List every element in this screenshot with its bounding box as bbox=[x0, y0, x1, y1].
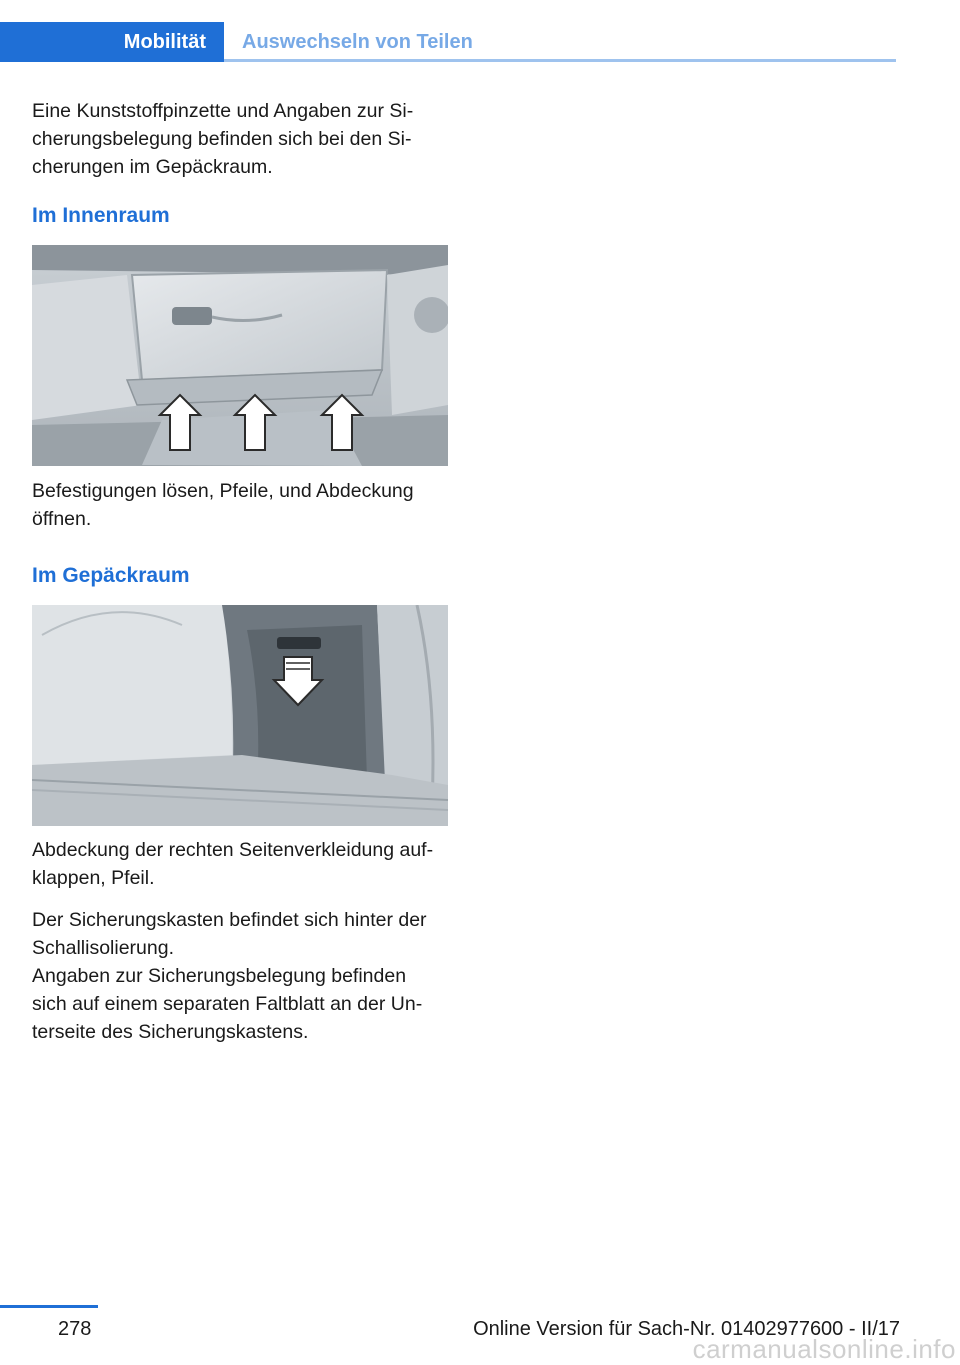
text-line: cherungsbelegung befinden sich bei den Si- bbox=[32, 128, 412, 150]
text-line: Angaben zur Sicherungsbelegung befinden bbox=[32, 965, 407, 987]
header-rule bbox=[224, 59, 896, 62]
luggage-compartment-illustration bbox=[32, 605, 448, 826]
glovebox-illustration bbox=[32, 245, 448, 466]
text-line: öffnen. bbox=[32, 508, 92, 530]
subsection-tab[interactable]: Auswechseln von Teilen bbox=[242, 31, 473, 53]
page-number: 278 bbox=[58, 1318, 92, 1340]
heading-innenraum: Im Innenraum bbox=[32, 204, 170, 227]
text-line: Der Sicherungskasten befindet sich hinter der bbox=[32, 909, 427, 931]
footer-rule bbox=[0, 1305, 98, 1308]
caption-innenraum bbox=[32, 477, 452, 533]
heading-gepaeckraum: Im Gepäckraum bbox=[32, 564, 190, 587]
text-line: cherungen im Gepäckraum. bbox=[32, 156, 273, 178]
text-line: terseite des Sicherungskastens. bbox=[32, 1021, 309, 1043]
text-line: Abdeckung der rechten Seitenverkleidung auf- bbox=[32, 839, 434, 861]
watermark: carmanualsonline.info bbox=[692, 1334, 956, 1364]
section-tab[interactable]: Mobilität bbox=[0, 22, 224, 62]
intro-paragraph bbox=[32, 97, 452, 181]
online-version-text: Online Version für Sach-Nr. 01402977600 - II/17 bbox=[473, 1318, 900, 1340]
text-line: Eine Kunststoffpinzette und Angaben zur Si- bbox=[32, 100, 414, 122]
paragraph-fusebox-location bbox=[32, 906, 452, 962]
text-line: klappen, Pfeil. bbox=[32, 867, 155, 889]
caption-gepaeckraum bbox=[32, 836, 452, 892]
text-line: sich auf einem separaten Faltblatt an der Un- bbox=[32, 993, 423, 1015]
text-line: Schallisolierung. bbox=[32, 937, 174, 959]
paragraph-fuse-assignment bbox=[32, 962, 452, 1046]
text-line: Befestigungen lösen, Pfeile, und Abdeckung bbox=[32, 480, 414, 502]
